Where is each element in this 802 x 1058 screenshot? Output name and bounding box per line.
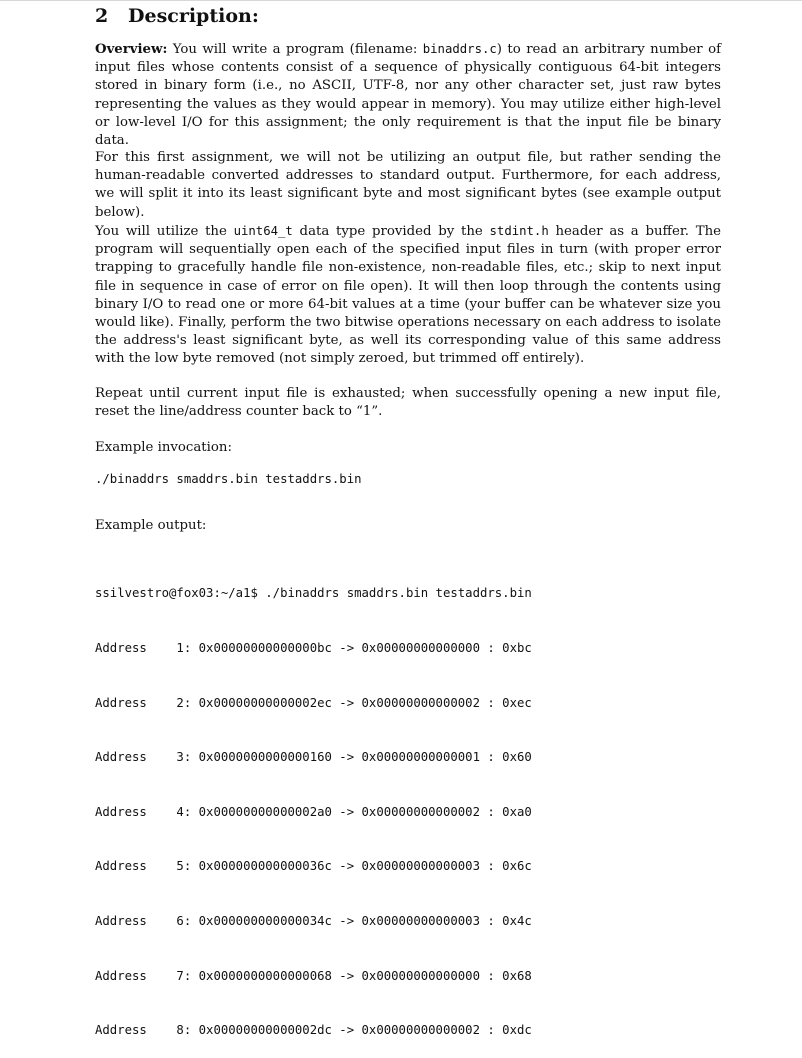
invocation-command: ./binaddrs smaddrs.bin testaddrs.bin [95,472,362,486]
example-output-block [95,548,532,1058]
overview-text-2: ) to read an arbitrary number of input files whose contents consist of a sequence of physically contiguous 64-bit integers stored in binary form (i.e., no ASCII, UTF-8, nor any other character set, just raw bytes representing the values as they would appear in memory). You may utilize either high-level or low-level I/O for this assignment; the only requirement is that the input file be binary data. [95,42,722,149]
section-heading [95,4,259,28]
output-line: Address 8: 0x00000000000002dc -> 0x00000000000002 : 0xdc [95,1023,532,1038]
output-line: Address 1: 0x00000000000000bc -> 0x00000000000000 : 0xbc [95,641,532,656]
output-line: Address 3: 0x0000000000000160 -> 0x00000000000001 : 0x60 [95,750,532,765]
section-title: Description: [128,5,259,27]
buffer-text-2: data type provided by the [292,224,490,239]
repeat-paragraph: Repeat until current input file is exhausted; when successfully opening a new input file, reset the line/address counter back to “1”. [95,386,721,420]
output-line: Address 7: 0x0000000000000068 -> 0x00000000000000 : 0x68 [95,968,532,983]
output-line: Address 2: 0x00000000000002ec -> 0x00000000000002 : 0xec [95,695,532,710]
invocation-label: Example invocation: [95,440,232,455]
output-line: Address 5: 0x000000000000036c -> 0x00000000000003 : 0x6c [95,859,532,874]
type-code: uint64_t [233,224,293,238]
section-number: 2 [95,5,109,27]
output-prompt-line: ssilvestro@fox03:~/a1$ ./binaddrs smaddrs.bin testaddrs.bin [95,586,532,601]
filename-code: binaddrs.c [422,42,497,56]
buffer-text-1: You will utilize the [95,224,234,239]
header-code: stdint.h [489,224,549,238]
output-line: Address 6: 0x000000000000034c -> 0x00000000000003 : 0x4c [95,914,532,929]
output-label: Example output: [95,518,207,533]
output-paragraph: For this first assignment, we will not be utilizing an output file, but rather sending the human-readable converted addresses to standard output. Furthermore, for each address, we will split it into its least significant byte and most significant bytes (see example output below). [95,150,721,220]
buffer-text-3: header as a buffer. The program will sequentially open each of the specified input files in turn (with proper error trapping to gracefully handle file non-existence, non-readable files, etc.; skip to next input file in sequence in case of error on file open). It will then loop through the contents using binary I/O to read one or more 64-bit values at a time (your buffer can be whatever size you would like). Finally, perform the two bitwise operations necessary on each address to isolate the address's least significant byte, as well its corresponding value of this same address with the low byte removed (not simply zeroed, but trimmed off entirely). [95,224,722,367]
output-line: Address 4: 0x00000000000002a0 -> 0x00000000000002 : 0xa0 [95,804,532,819]
overview-paragraph [95,40,721,150]
overview-text-1: You will write a program (filename: [167,42,423,57]
buffer-paragraph [95,222,721,369]
overview-label: Overview: [95,42,168,57]
page-top-rule [0,0,802,1]
